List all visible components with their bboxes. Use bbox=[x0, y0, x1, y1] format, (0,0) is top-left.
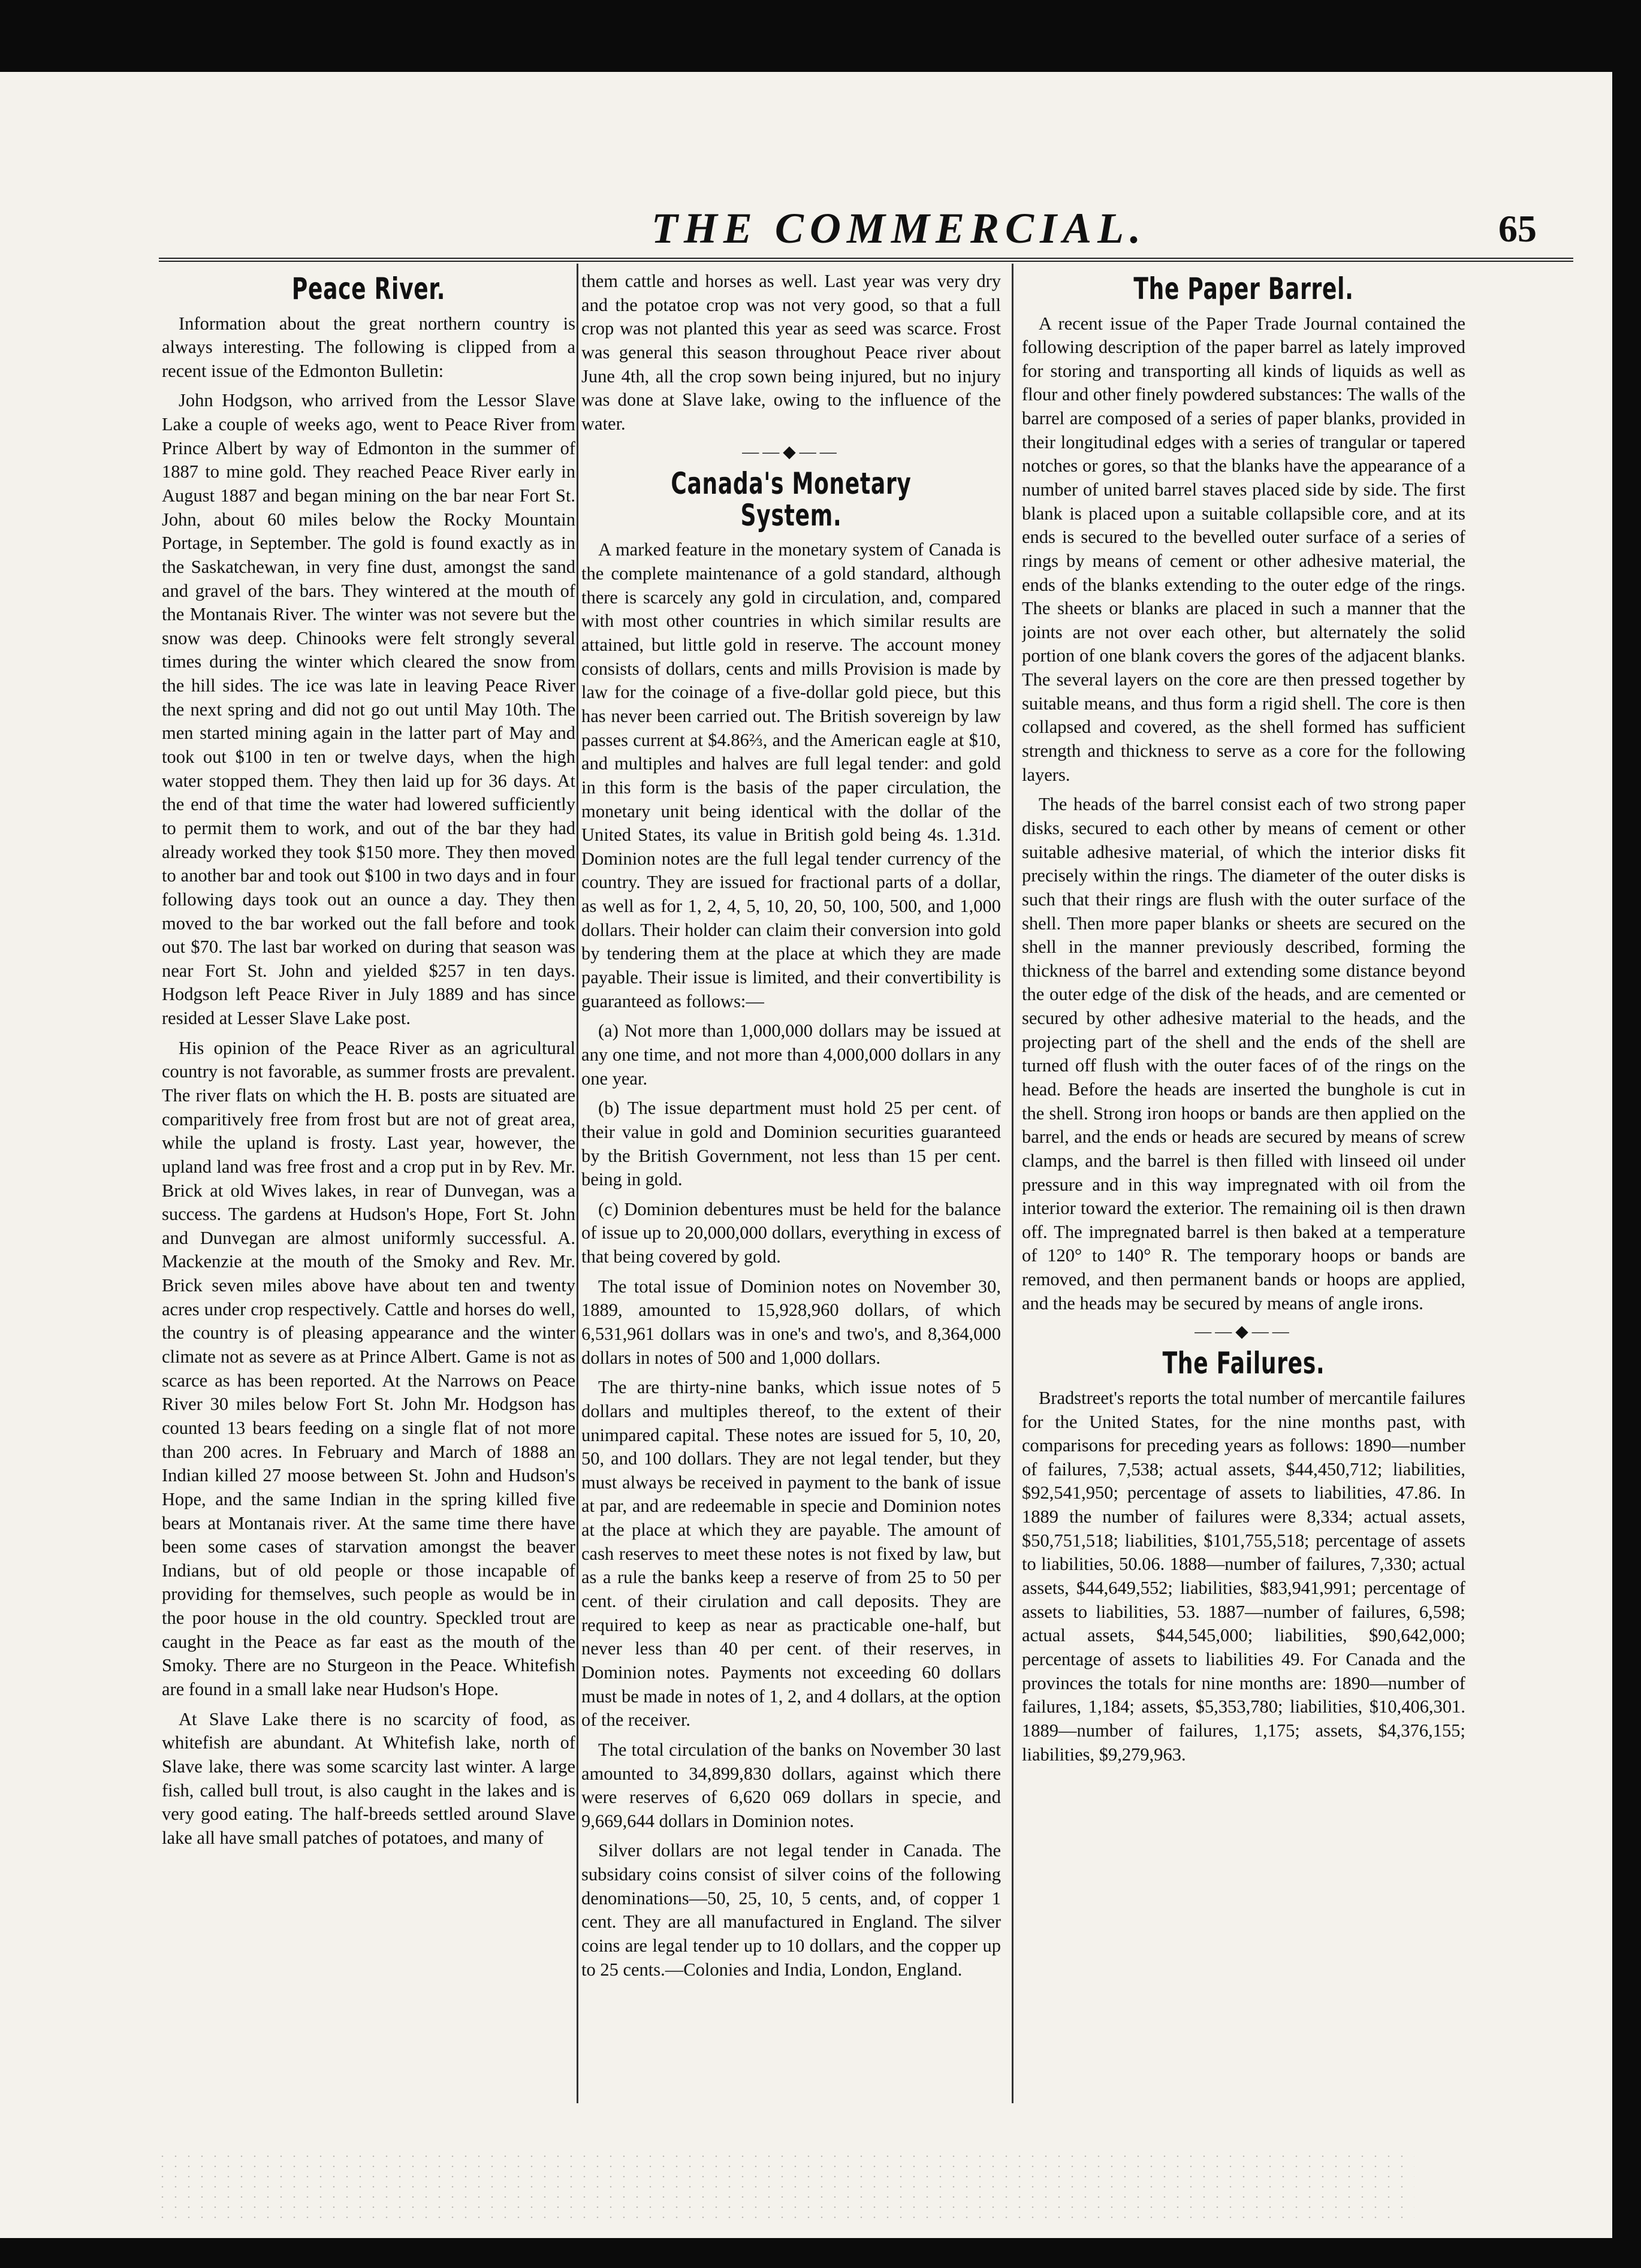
article-paragraph: The are thirty-nine banks, which issue notes of 5 dollars and multiples thereof, to the extent of their unimpared capital. These notes are issued for 5, 10, 20, 50, and 100 dollars. They are not legal tender, but they must always be received in payment to the bank of issue at par, and are redeemable in specie and Dominion notes at the place at which they are payable. The amount of cash reserves to meet these notes is not fixed by law, but as a rule the banks keep a reserve of from 25 to 50 per cent. of their cirulation and call deposits. They are required to keep as near as practicable one-half, but never less than 40 per cent. of their reserves, in Dominion notes. Payments not exceeding 60 dollars must be made in notes of 1, 2, and 4 dollars, at the option of the receiver. bbox=[581, 1377, 1001, 1731]
masthead-title: THE COMMERCIAL. bbox=[651, 204, 1147, 252]
article-paragraph: Information about the great northern country is always interesting. The following is clipped from a recent issue of the Edmonton Bulletin: bbox=[162, 313, 575, 381]
article-title-failures: The Failures. bbox=[1162, 1346, 1325, 1381]
column-3 bbox=[1022, 270, 1465, 2091]
page-number: 65 bbox=[1498, 207, 1537, 250]
article-paragraph: The heads of the barrel consist each of two strong paper disks, secured to each other by means of cement or other suitable adhesive material, of which the interior disks fit precisely within the rings. The diameter of the outer disks is such that their rings are flush with the outer surface of the shell. Then more paper blanks or sheets are secured on the shell in the manner previously described, forming the thickness of the barrel and extending some distance beyond the outer edge of the disk of the heads, and are cemented or secured by other adhesive material to the heads, and the projecting part of the shell and the ends of the shell are turned off flush with the outer faces of of the rings on the head. Before the heads are inserted the bunghole is cut in the shell. Strong iron hoops or bands are then applied on the barrel, and the ends or heads are secured by means of screw clamps, and the barrel is then filled with linseed oil under pressure and in this way impregnated with oil from the interior toward the exterior. The remaining oil is then drawn off. The impregnated barrel is then baked at a temperature of 120° to 140° R. The temporary hoops or bands are removed, and then permanent bands or hoops are applied, and the heads may be secured by means of angle irons. bbox=[1022, 794, 1465, 1313]
scan-bottom-border bbox=[0, 2238, 1641, 2268]
article-paragraph: Bradstreet's reports the total number of mercantile failures for the United States, for the nine months past, with comparisons for preceding years as follows: 1890—number of failures, 7,538; actual assets, $44,450,712; liabilities, $92,541,950; percentage of assets to liabilities, 47.86. In 1889 the number of failures were 8,334; actual assets, $50,751,518; liabilities, $101,755,518; percentage of assets to liabilities, 50.06. 1888—number of failures, 7,330; actual assets, $44,649,552; liabilities, $83,941,991; percentage of assets to liabilities, 53. 1887—number of failures, 6,598; actual assets, $44,545,000; liabilities, $90,642,000; percentage of assets to liabilities 49. For Canada and the provinces the totals for nine months are: 1890—number of failures, 1,184; assets, $5,353,780; liabilities, $10,406,301. 1889—number of failures, 1,175; assets, $4,376,155; liabilities, $9,279,963. bbox=[1022, 1387, 1465, 1765]
scan-right-border bbox=[1612, 0, 1641, 2268]
article-paragraph: The total issue of Dominion notes on November 30, 1889, amounted to 15,928,960 dollars, of which 6,531,961 dollars was in one's and two's, and 8,364,000 dollars in notes of 500 and 1,000 dollars. bbox=[581, 1276, 1001, 1368]
article-paragraph: John Hodgson, who arrived from the Lessor Slave Lake a couple of weeks ago, went to Peace River from Prince Albert by way of Edmonton in the summer of 1887 to mine gold. They reached Peace River early in August 1887 and began mining on the bar near Fort St. John, about 60 miles below the Rocky Mountain Portage, in September. The gold is found exactly as in the Saskatchewan, in very fine dust, amongst the sand and gravel of the bars. They wintered at the mouth of the Montanais River. The winter was not severe but the snow was deep. Chinooks were felt strongly several times during the winter which cleared the snow from the hill sides. The ice was late in leaving Peace River the next spring and did not go out until May 10th. The men started mining again in the latter part of May and took out $100 in ten or twelve days, when the high water stopped them. They then laid up for 36 days. At the end of that time the water had lowered sufficiently to permit them to work, and out of the bar they had already worked they took $150 more. They then moved to another bar and took out $100 in two days and in four following days took out an ounce a day. They then moved to the bar worked out the fall before and took out $70. The last bar worked on during that season was near Fort St. John and yielded $257 in ten days. Hodgson left Peace River in July 1889 and has since resided at Lesser Slave Lake post. bbox=[162, 390, 575, 1029]
scan-speckle bbox=[156, 2151, 1414, 2223]
article-paragraph: At Slave Lake there is no scarcity of food, as whitefish are abundant. At Whitefish lake, north of Slave lake, there was some scarcity last winter. A large fish, called bull trout, is also caught in the lakes and is very good eating. The half-breeds settled around Slave lake all have small patches of potatoes, and many of bbox=[162, 1708, 575, 1848]
article-title-peace-river: Peace River. bbox=[291, 271, 446, 306]
article-continuation: them cattle and horses as well. Last year was very dry and the potatoe crop was not very good, so that a full crop was not planted this year as seed was scarce. Frost was general this season throughout Peace river about June 4th, all the crop sown being injured, but no injury was done at Slave lake, owing to the influence of the water. bbox=[581, 271, 1001, 434]
scan-top-border bbox=[0, 0, 1641, 72]
article-paragraph: His opinion of the Peace River as an agricultural country is not favorable, as summer frosts are prevalent. The river flats on which the H. B. posts are situated are comparitively free from frost but are not of great area, while the upland is frosty. Last year, however, the upland land was free frost and a crop put in by Rev. Mr. Brick at old Wives lakes, in rear of Dunvegan, was a success. The gardens at Hudson's Hope, Fort St. John and Dunvegan are almost uniformly successful. A. Mackenzie at the mouth of the Smoky and Rev. Mr. Brick seven miles above have about ten and twenty acres under crop respectively. Cattle and horses do well, the country is of pleasing appearance and the winter climate not as severe as at Prince Albert. Game is not as scarce as has been reported. At the Narrows on Peace River 30 miles below Fort St. John Mr. Hodgson has counted 13 bears feeding on a single flat of not more than 200 acres. In February and March of 1888 an Indian killed 27 moose between St. John and Hudson's Hope, and the same Indian in the spring killed five bears at Montanais river. At the same time there have been some cases of starvation amongst the beaver Indians, but of old people or those incapable of providing for themselves, such people as would be in the poor house in the old country. Speckled trout are caught in the Peace as far east as the mouth of the Smoky. There are no Sturgeon in the Peace. Whitefish are found in a small lake near Hudson's Hope. bbox=[162, 1037, 575, 1700]
article-paragraph: A recent issue of the Paper Trade Journal contained the following description of the paper barrel as lately improved for storing and transporting all kinds of liquids as well as flour and other finely powdered substances: The walls of the barrel are composed of a series of paper blanks, provided in their longitudinal edges with a series of trangular or tapered notches or gores, so that the blanks have the appearance of a number of united barrel staves placed side by side. The first blank is placed upon a suitable collapsible core, and at its ends is secured to the bevelled outer surface of a series of rings by means of cement or other adhesive material, the ends of the blanks extending to the outer edge of the rings. The sheets or blanks are placed in such a manner that the joints are not over each other, but alternately the solid portion of one blank covers the gores of the adjacent blanks. The several layers on the core are then pressed together by suitable means, and thus form a rigid shell. The core is then collapsed and covered, as the shell formed has sufficient strength and thickness to serve as a core for the following layers. bbox=[1022, 313, 1465, 785]
article-paragraph: Silver dollars are not legal tender in Canada. The subsidary coins consist of silver coins of the following denominations—50, 25, 10, 5 cents, and, of copper 1 cent. They are all manufactured in England. The silver coins are legal tender up to 10 dollars, and the copper up to 25 cents.—Colonies and India, London, England. bbox=[581, 1840, 1001, 1980]
column-rule bbox=[577, 264, 578, 2103]
article-paragraph: (a) Not more than 1,000,000 dollars may be issued at any one time, and not more than 4,000,000 dollars in any one year. bbox=[581, 1020, 1001, 1089]
article-paragraph: A marked feature in the monetary system of Canada is the complete maintenance of a gold standard, although there is scarcely any gold in circulation, and, compared with most other countries in which similar results are attained, but little gold in reserve. The account money consists of dollars, cents and mills Provision is made by law for the coinage of a five-dollar gold piece, but this has never been carried out. The British sovereign by law passes current at $4.86⅔, and the American eagle at $10, and multiples and halves are full legal tender: and gold in this form is the basis of the paper circulation, the monetary unit being identical with the dollar of the United States, its value in British gold being 4s. 1.31d. Dominion notes are the full legal tender currency of the country. They are issued for fractional parts of a dollar, as well as for 1, 2, 4, 5, 10, 20, 50, 100, 500, and 1,000 dollars. Their holder can claim their conversion into gold by tendering them at the place at which they are made payable. Their issue is limited, and their convertibility is guaranteed as follows:— bbox=[581, 539, 1001, 1011]
column-2 bbox=[581, 270, 1001, 2091]
article-paragraph: The total circulation of the banks on November 30 last amounted to 34,899,830 dollars, against which there were reserves of 6,620 069 dollars in specie, and 9,669,644 dollars in Dominion notes. bbox=[581, 1739, 1001, 1831]
article-paragraph: (b) The issue department must hold 25 per cent. of their value in gold and Dominion securities guaranteed by the British Government, not less than 15 per cent. being in gold. bbox=[581, 1098, 1001, 1190]
column-rule bbox=[1012, 264, 1013, 2103]
article-title-paper-barrel: The Paper Barrel. bbox=[1133, 271, 1354, 306]
column-1 bbox=[162, 270, 575, 2091]
article-paragraph: (c) Dominion debentures must be held for the balance of issue up to 20,000,000 dollars, everything in excess of that being covered by gold. bbox=[581, 1198, 1001, 1267]
article-title-monetary-system: Canada's Monetary System. bbox=[671, 466, 912, 533]
masthead-rule bbox=[159, 258, 1573, 262]
section-divider: ——◆—— bbox=[1194, 1322, 1293, 1342]
section-divider: ——◆—— bbox=[742, 443, 840, 462]
